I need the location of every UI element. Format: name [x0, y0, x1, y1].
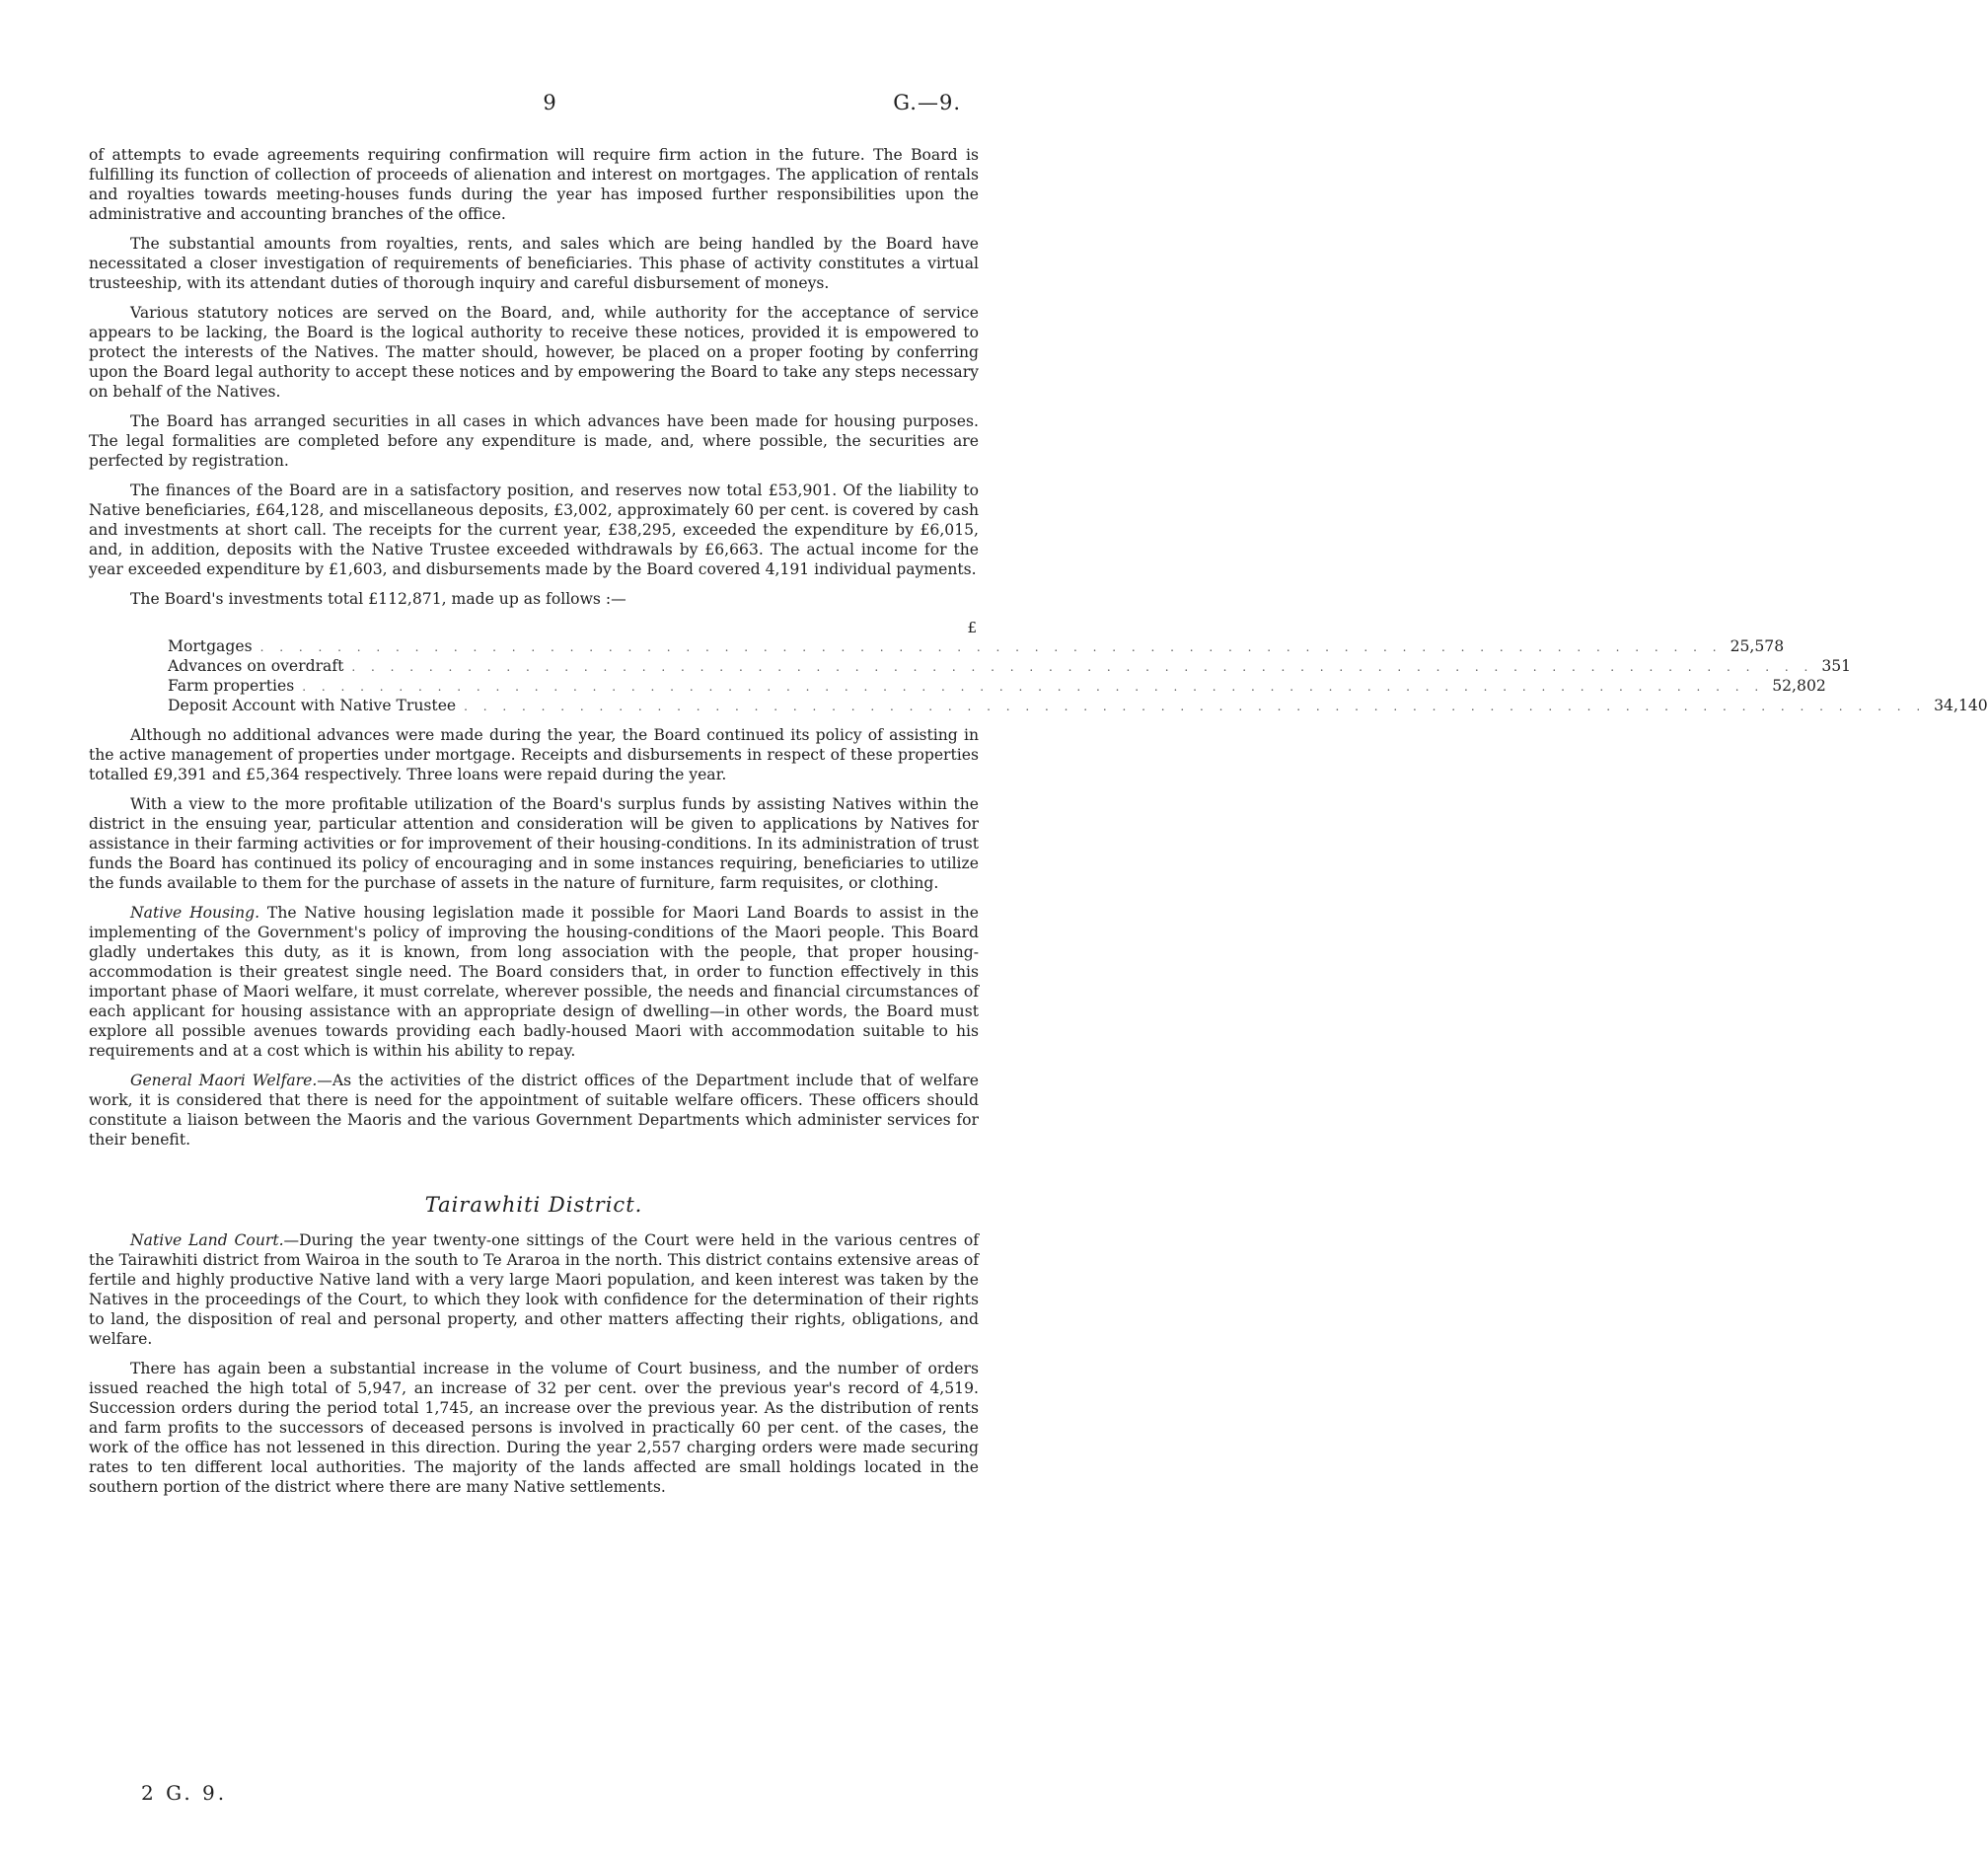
document-reference: G.—9. [893, 91, 961, 114]
investment-amount: 34,140 [1934, 697, 1988, 714]
leader-dots: . . . . . . . . . . . . . . . . . . . . . . . . . . . . . . . . . . . . . . . . . . . . . . . . . . . . . . . . . . . . . . . . . . . . . . . . . . . . [259, 640, 1723, 654]
paragraph-heading: Native Housing. [130, 904, 260, 922]
paragraph: of attempts to evade agreements requiring confirmation will require firm action in the future. The Board is fulfilling its function of collection of proceeds of alienation and interest on mortgages. The application of rentals and royalties towards meeting-houses funds during the year has imposed further responsibilities upon the administrative and accounting branches of the office. [89, 146, 979, 223]
investment-row [168, 656, 1852, 676]
paragraph: There has again been a substantial increase in the volume of Court business, and the number of orders issued reached the high total of 5,947, an increase of 32 per cent. over the previous year's record of 4,519. Succession orders during the period total 1,745, an increase over the previous year. As the distribution of rents and farm profits to the successors of deceased persons is involved in practically 60 per cent. of the cases, the work of the office has not lessened in this direction. During the year 2,557 charging orders were made securing rates to ten different local authorities. The majority of the lands affected are small holdings located in the southern portion of the district where there are many Native settlements. [89, 1360, 979, 1496]
investment-amount: 351 [1821, 657, 1852, 675]
currency-unit: £ [967, 619, 977, 636]
paragraph [89, 903, 979, 1061]
investment-amount: 25,578 [1730, 637, 1785, 655]
paragraph: The Board's investments total £112,871, made up as follows :— [130, 590, 626, 608]
investment-label: Advances on overdraft [168, 657, 344, 675]
leader-dots: . . . . . . . . . . . . . . . . . . . . . . . . . . . . . . . . . . . . . . . . . . . . . . . . . . . . . . . . . . . . . . . . . . . . . . . . . . . . [302, 680, 1765, 694]
paragraph-text: The Native housing legislation made it possible for Maori Land Boards to assist in the implementing of the Government's policy of improving the housing-conditions of the Maori people. This Board gladly undertakes this duty, as it is known, from long association with the people, that proper housing-accommodation is their greatest single need. The Board considers that, in order to function effectively in this important phase of Maori welfare, it must correlate, wherever possible, the needs and financial circumstances of each applicant for housing assistance with an appropriate design of dwelling—in other words, the Board must explore all possible avenues towards providing each badly-housed Maori with accommodation suitable to his requirements and at a cost which is within his ability to repay. [89, 904, 979, 1060]
signature-mark: 2 G. 9. [141, 1781, 228, 1805]
paragraph-text: —During the year twenty-one sittings of the Court were held in the various centres of the Tairawhiti district from Wairoa in the south to Te Araroa in the north. This district contains extensive areas of fertile and highly productive Native land with a very large Maori population, and keen interest was taken by the Natives in the proceedings of the Court, to which they look with confidence for the determination of their rights to land, the disposition of real and personal property, and other matters affecting their rights, obligations, and welfare. [89, 1231, 979, 1348]
investment-label: Farm properties [168, 677, 295, 695]
paragraph: Various statutory notices are served on the Board, and, while authority for the acceptance of service appears to be lacking, the Board is the logical authority to receive these notices, provided it is empowered to protect the interests of the Natives. The matter should, however, be placed on a proper footing by conferring upon the Board legal authority to accept these notices and by empowering the Board to take any steps necessary on behalf of the Natives. [89, 304, 979, 401]
document-body [89, 145, 1988, 1507]
leader-dots: . . . . . . . . . . . . . . . . . . . . . . . . . . . . . . . . . . . . . . . . . . . . . . . . . . . . . . . . . . . . . . . . . . . . . . . . . . . . [351, 660, 1814, 674]
investment-amount: 52,802 [1772, 677, 1826, 695]
investment-label: Mortgages [168, 637, 253, 655]
leader-dots: . . . . . . . . . . . . . . . . . . . . . . . . . . . . . . . . . . . . . . . . . . . . . . . . . . . . . . . . . . . . . . . . . . . . . . . . . . . . [464, 700, 1927, 713]
paragraph-heading: Native Land Court. [130, 1231, 284, 1249]
district-heading: Tairawhiti District. [424, 1193, 643, 1217]
paragraph: The finances of the Board are in a satisfactory position, and reserves now total £53,901. Of the liability to Native beneficiaries, £64,128, and miscellaneous deposits, £3,002, approximately 60 per cent. is covered by cash and investments at short call. The receipts for the current year, £38,295, exceeded the expenditure by £6,015, and, in addition, deposits with the Native Trustee exceeded withdrawals by £6,663. The actual income for the year exceeded expenditure by £1,603, and disbursements made by the Board covered 4,191 individual payments. [89, 482, 979, 578]
investment-label: Deposit Account with Native Trustee [168, 697, 457, 714]
investment-row [168, 636, 1785, 656]
investments-table [89, 619, 1988, 715]
paragraph: With a view to the more profitable utilization of the Board's surplus funds by assisting Natives within the district in the ensuing year, particular attention and consideration will be given to applications by Natives for assistance in their farming activities or for improvement of their housing-conditions. In its administration of trust funds the Board has continued its policy of encouraging and in some instances requiring, beneficiaries to utilize the funds available to them for the purchase of assets in the nature of furniture, farm requisites, or clothing. [89, 795, 979, 892]
paragraph: Although no additional advances were made during the year, the Board continued its policy of assisting in the active management of properties under mortgage. Receipts and disbursements in respect of these properties totalled £9,391 and £5,364 respectively. Three loans were repaid during the year. [89, 726, 979, 783]
paragraph-heading: General Maori Welfare. [130, 1072, 318, 1089]
investment-row [168, 696, 1988, 715]
paragraph: The Board has arranged securities in all cases in which advances have been made for housing purposes. The legal formalities are completed before any expenditure is made, and, where possible, the securities are perfected by registration. [89, 412, 979, 470]
paragraph-text: —As the activities of the district offices of the Department include that of welfare work, it is considered that there is need for the appointment of suitable welfare officers. These officers should constitute a liaison between the Maoris and the various Government Departments which administer services for their benefit. [89, 1072, 979, 1149]
paragraph: The substantial amounts from royalties, rents, and sales which are being handled by the Board have necessitated a closer investigation of requirements of beneficiaries. This phase of activity constitutes a virtual trusteeship, with its attendant duties of thorough inquiry and careful disbursement of moneys. [89, 235, 979, 292]
paragraph [89, 1071, 979, 1150]
investment-row [168, 676, 1826, 696]
paragraph [89, 1230, 979, 1349]
page-number: 9 [543, 91, 556, 114]
